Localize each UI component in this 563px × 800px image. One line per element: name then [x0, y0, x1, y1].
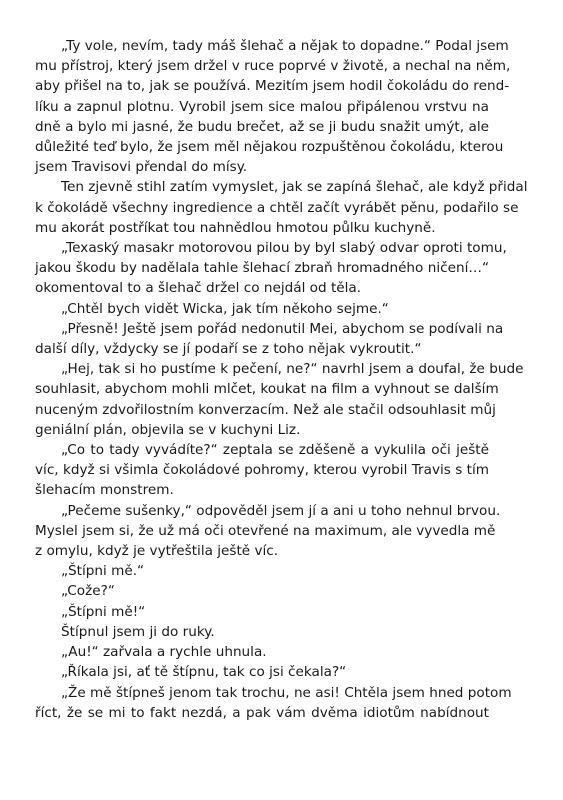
paragraph [35, 238, 507, 299]
paragraph [35, 177, 528, 238]
text-line: Myslel jsem si, že už má oči otevřené na maximum, ale vyvedla mě [35, 522, 496, 539]
text-line: „Přesně! Ještě jsem pořád nedonutil Mei, abychom se podívali na [61, 320, 504, 337]
paragraph [35, 642, 489, 662]
text-line: „Ty vole, nevím, tady máš šlehač a nějak to dopadne.“ Podal jsem [61, 38, 509, 54]
text-line: „Texaský masakr motorovou pilou by byl slabý odvar oproti tomu, [61, 240, 507, 257]
text-line: další díly, vždycky se jí podaří se z toho nějak vykroutit.“ [35, 341, 422, 358]
text-line: „Co to tady vyvádíte?“ zeptala se zděšeně a vykulila oči ještě [61, 442, 489, 459]
text-line: „Že mě štípneš jenom tak trochu, ne asi! Chtěla jsem hned potom [61, 684, 512, 701]
text-line: „Říkala jsi, ať tě štípnu, tak co jsi čekala?“ [61, 664, 347, 681]
text-line: jsem Travisovi přendal do mísy. [35, 159, 248, 176]
paragraph [35, 440, 489, 501]
text-line: říct, že se mi to fakt nezdá, a pak vám dvěma idiotům nabídnout [35, 704, 489, 721]
paragraph [35, 359, 524, 440]
paragraph [35, 561, 489, 581]
paragraph [35, 622, 489, 642]
text-line: aby přišel na to, jak se používá. Mezitím jsem hodil čokoládu do rend- [35, 78, 510, 95]
text-line: k čokoládě všechny ingredience a chtěl začít vyrábět pěnu, podařilo se [35, 199, 519, 216]
text-line: „Cože?“ [61, 583, 115, 600]
text-line: šlehacím monstrem. [35, 482, 174, 499]
text-line: „Au!“ zařvala a rychle uhnula. [61, 644, 267, 661]
text-line: souhlasit, abychom mohli mlčet, koukat na film a vyhnout se dalším [35, 381, 499, 398]
text-line: důležité teď bylo, že jsem měl nějakou rozpuštěnou čokoládu, kterou [35, 139, 504, 156]
paragraph [35, 602, 489, 622]
text-line: Štípnul jsem ji do ruky. [61, 623, 215, 640]
text-line: okomentoval to a šlehač držel co nejdál od těla. [35, 280, 362, 297]
paragraph [35, 683, 512, 723]
text-line: dně a bylo mi jasné, že budu brečet, až se ji budu snažit umýt, ale [35, 118, 489, 135]
text-line: líku a zapnul plotnu. Vyrobil jsem sice malou připálenou vrstvu na [35, 98, 489, 115]
text-line: „Štípni mě!“ [61, 603, 146, 620]
paragraph [35, 501, 501, 562]
page-body [35, 36, 528, 723]
paragraph [35, 581, 489, 601]
paragraph [35, 662, 489, 682]
text-line: „Pečeme sušenky,“ odpověděl jsem jí a ani u toho nehnul brvou. [61, 502, 501, 519]
text-line: mu akorát postříkat tou nahnědlou hmotou půlku kuchyně. [35, 219, 436, 236]
text-line: víc, když si všimla čokoládové pohromy, kterou vyrobil Travis s tím [35, 462, 489, 479]
paragraph [35, 299, 489, 319]
text-line: geniální plán, objevila se v kuchyni Liz. [35, 421, 301, 438]
paragraph [35, 319, 504, 359]
text-line: Ten zjevně stihl zatím vymyslet, jak se zapíná šlehač, ale když přidal [61, 179, 528, 196]
text-line: „Chtěl bych vidět Wicka, jak tím někoho sejme.“ [61, 300, 389, 317]
text-line: mu přístroj, který jsem držel v ruce poprvé v životě, a nechal na něm, [35, 58, 511, 75]
paragraph [35, 36, 511, 177]
text-line: nuceným zdvořilostním konverzacím. Než ale stačil odsouhlasit můj [35, 401, 496, 418]
text-line: jakou škodu by nadělala tahle šlehací zbraň hromadného ničení…“ [35, 260, 489, 277]
text-line: „Hej, tak si ho pustíme k pečení, ne?“ navrhl jsem a doufal, že bude [61, 361, 524, 378]
text-line: „Štípni mě.“ [61, 563, 145, 580]
text-line: z omylu, když je vytřeštila ještě víc. [35, 543, 279, 560]
